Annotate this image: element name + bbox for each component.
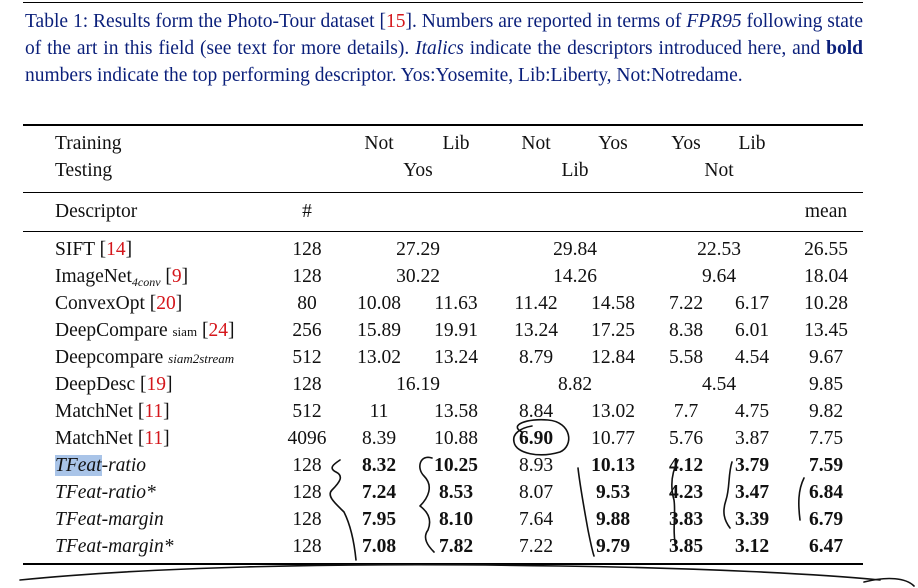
cell-value: 13.02 (357, 347, 401, 368)
cell-value: 13.24 (434, 347, 478, 368)
cell-value-best: 9.53 (595, 482, 631, 503)
caption-text: following state of the art in this field (see text for more details). (25, 11, 864, 59)
cell-value: 14.58 (591, 293, 635, 314)
cell-value-best: 8.32 (361, 455, 397, 476)
cell-mean: 18.04 (804, 266, 848, 287)
caption-text: Table 1: Results form the Photo-Tour dataset [ (25, 11, 387, 32)
row-descriptor: SIFT [14] (55, 239, 133, 260)
underline-stroke (20, 565, 880, 580)
caption-citation[interactable]: 15 (386, 11, 406, 32)
cell-value: 10.77 (591, 428, 635, 449)
cell-value: 7.7 (673, 401, 699, 422)
header-descriptor: Descriptor (55, 201, 138, 222)
cell-value: 6.01 (734, 320, 770, 341)
header-rule (23, 192, 863, 193)
caption-metric: FPR95 (686, 11, 742, 32)
cell-value: 4.75 (734, 401, 770, 422)
row-descriptor: TFeat-margin (55, 509, 164, 530)
cell-mean-best: 6.79 (808, 509, 844, 530)
cell-value-best: 8.10 (438, 509, 474, 530)
bracket-mark (578, 468, 594, 556)
cell-value-best: 7.08 (361, 536, 397, 557)
cell-value: 5.58 (668, 347, 704, 368)
cell-value-best: 7.82 (438, 536, 474, 557)
cell-value-best: 3.83 (668, 509, 704, 530)
bracket-mark (330, 460, 356, 560)
citation[interactable]: 24 (208, 320, 228, 341)
row-descriptor: ImageNet$_{4conv}$ [9] (55, 266, 189, 289)
cell-value: 11.63 (434, 293, 478, 314)
cell-value: 22.53 (697, 239, 741, 260)
cell-value: 10.08 (357, 293, 401, 314)
caption-text: indicate the descriptors introduced here, and (463, 38, 827, 59)
header-test-col: Yos (403, 160, 433, 181)
table-bottom-rule (23, 563, 863, 565)
row-descriptor: ConvexOpt [20] (55, 293, 183, 314)
cell-value: 4.54 (734, 347, 770, 368)
bracket-mark (724, 462, 732, 528)
citation[interactable]: 20 (156, 293, 176, 314)
cell-value: 15.89 (357, 320, 401, 341)
cell-value: 16.19 (396, 374, 440, 395)
cell-value: 19.91 (434, 320, 478, 341)
header-mean: mean (804, 201, 848, 222)
cell-value: 9.64 (701, 266, 737, 287)
cell-value: 8.93 (518, 455, 554, 476)
cell-value-best: 10.13 (591, 455, 635, 476)
cell-value-best: 7.24 (361, 482, 397, 503)
citation[interactable]: 11 (144, 428, 164, 449)
cell-value: 4.54 (701, 374, 737, 395)
cell-mean: 13.45 (804, 320, 848, 341)
table-caption (25, 8, 863, 89)
cell-value: 13.02 (591, 401, 635, 422)
header-train-col: Yos (598, 133, 628, 154)
cell-value: 27.29 (396, 239, 440, 260)
citation[interactable]: 11 (144, 401, 164, 422)
header-train-col: Lib (738, 133, 766, 154)
citation[interactable]: 19 (146, 374, 166, 395)
cell-dim: 128 (292, 374, 322, 395)
header-train-col: Yos (671, 133, 701, 154)
cell-mean-best: 6.84 (808, 482, 844, 503)
header-train-col: Lib (442, 133, 470, 154)
cell-dim: 128 (292, 455, 322, 476)
cell-value: 5.76 (668, 428, 704, 449)
caption-italics-word: Italics (415, 38, 464, 59)
citation[interactable]: 9 (171, 266, 182, 287)
cell-value: 13.58 (434, 401, 478, 422)
cell-dim: 128 (292, 482, 322, 503)
cell-dim: 4096 (287, 428, 327, 449)
header-train-col: Not (364, 133, 394, 154)
citation[interactable]: 14 (106, 239, 126, 260)
cell-value: 3.87 (734, 428, 770, 449)
cell-mean: 7.75 (808, 428, 844, 449)
cell-value: 13.24 (514, 320, 558, 341)
row-descriptor: MatchNet [11] (55, 428, 170, 449)
caption-bold-word: bold (826, 38, 864, 59)
cell-value: 7.64 (518, 509, 554, 530)
cell-value-best: 4.12 (668, 455, 704, 476)
cell-value-best: 3.47 (734, 482, 770, 503)
row-descriptor: Deepcompare siam2stream (55, 347, 235, 368)
cell-value: 10.88 (434, 428, 478, 449)
cell-value: 8.84 (518, 401, 554, 422)
cell-dim: 512 (292, 401, 322, 422)
cell-mean: 9.85 (808, 374, 844, 395)
header-test-col: Lib (561, 160, 589, 181)
cell-mean: 26.55 (804, 239, 848, 260)
cell-value: 8.82 (557, 374, 593, 395)
row-descriptor: MatchNet [11] (55, 401, 170, 422)
header-training: Training (55, 133, 122, 154)
bracket-mark (420, 457, 434, 552)
cell-value: 17.25 (591, 320, 635, 341)
edge-curve (864, 579, 914, 586)
row-descriptor: TFeat-ratio* (55, 482, 156, 503)
cell-mean-best: 6.47 (808, 536, 844, 557)
caption-text: ]. Numbers are reported in terms of (405, 11, 687, 32)
cell-dim: 128 (292, 266, 322, 287)
cell-value: 6.17 (734, 293, 770, 314)
cell-dim: 128 (292, 509, 322, 530)
cell-value: 11.42 (514, 293, 558, 314)
cell-value-best: 3.79 (734, 455, 770, 476)
caption-text: numbers indicate the top performing descriptor. Yos:Yosemite, Lib:Liberty, Not:Notredame. (25, 65, 743, 86)
cell-value: 8.79 (518, 347, 554, 368)
cell-dim: 256 (292, 320, 322, 341)
cell-value: 30.22 (396, 266, 440, 287)
cell-value: 7.22 (518, 536, 554, 557)
bracket-mark (799, 478, 804, 520)
cell-value: 29.84 (553, 239, 597, 260)
cell-value-best: 7.95 (361, 509, 397, 530)
cell-mean: 10.28 (804, 293, 848, 314)
header-testing: Testing (55, 160, 113, 181)
cell-dim: 512 (292, 347, 322, 368)
cell-dim: 128 (292, 239, 322, 260)
header-test-col: Not (704, 160, 734, 181)
cell-mean: 9.67 (808, 347, 844, 368)
header-train-col: Not (521, 133, 551, 154)
row-descriptor: TFeat-ratio (55, 455, 147, 476)
cell-value-best: 8.53 (438, 482, 474, 503)
cell-dim: 128 (292, 536, 322, 557)
cell-mean-best: 7.59 (808, 455, 844, 476)
top-rule (23, 2, 863, 3)
table-top-rule (23, 124, 863, 126)
cell-value: 8.39 (361, 428, 397, 449)
cell-value: 8.07 (518, 482, 554, 503)
cell-value: 14.26 (553, 266, 597, 287)
cell-value: 7.22 (668, 293, 704, 314)
row-descriptor: TFeat-margin* (55, 536, 174, 557)
cell-value-best: 6.90 (518, 428, 554, 449)
text-selection-highlight[interactable]: TFeat (55, 455, 102, 476)
cell-value-best: 3.12 (734, 536, 770, 557)
body-rule (23, 231, 863, 232)
row-descriptor: DeepCompare siam [24] (55, 320, 235, 341)
cell-dim: 80 (297, 293, 317, 314)
cell-value-best: 3.85 (668, 536, 704, 557)
row-descriptor: DeepDesc [19] (55, 374, 173, 395)
cell-value-best: 3.39 (734, 509, 770, 530)
cell-value-best: 10.25 (434, 455, 478, 476)
cell-value: 12.84 (591, 347, 635, 368)
cell-value-best: 9.88 (595, 509, 631, 530)
cell-value: 11 (369, 401, 389, 422)
cell-mean: 9.82 (808, 401, 844, 422)
cell-value-best: 4.23 (668, 482, 704, 503)
cell-value-best: 9.79 (595, 536, 631, 557)
header-dim: # (302, 201, 312, 222)
cell-value: 8.38 (668, 320, 704, 341)
